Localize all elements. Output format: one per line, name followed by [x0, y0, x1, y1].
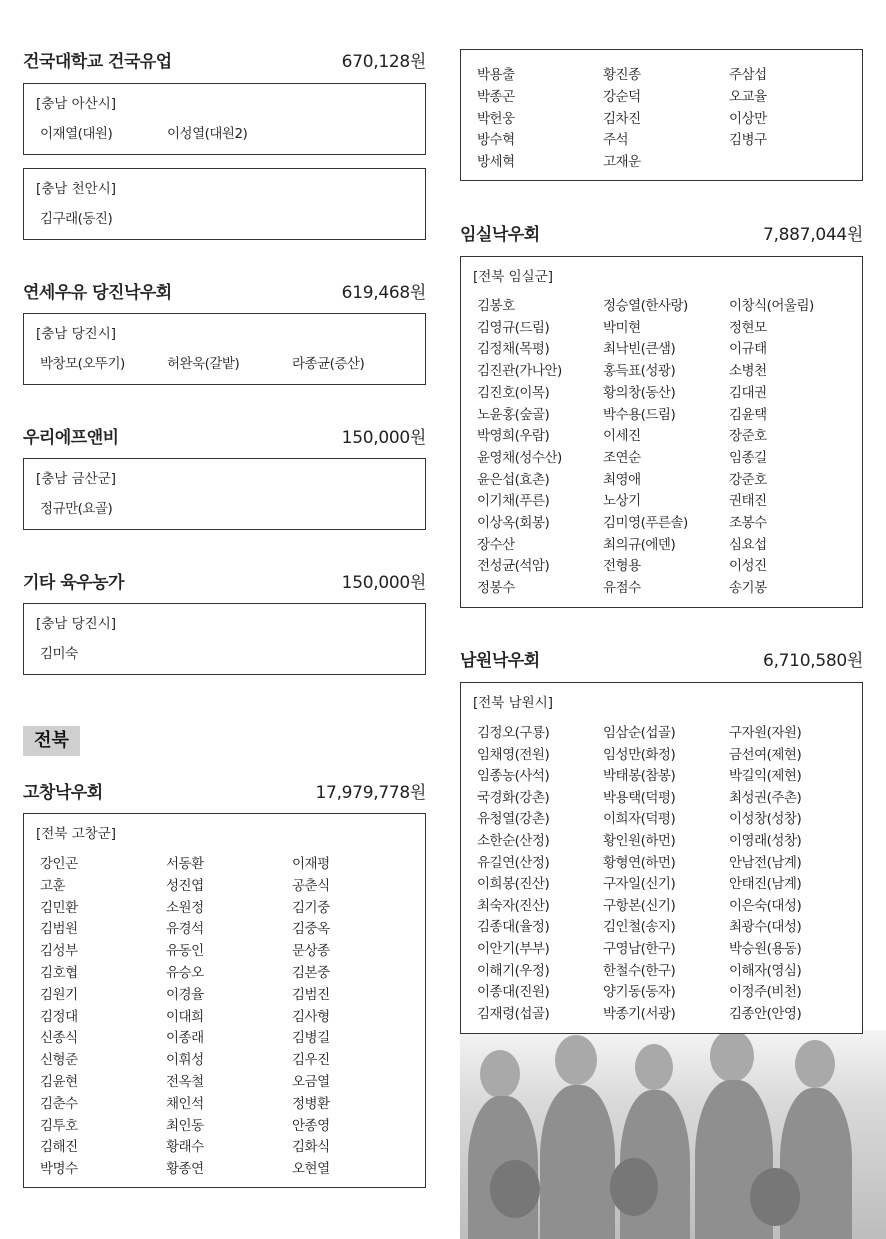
- province-badge: 전북: [23, 726, 80, 756]
- member-name: 주삼섭: [729, 67, 767, 83]
- member-name: 김중옥: [292, 921, 330, 938]
- member-name: 임채영(전원): [477, 746, 550, 763]
- member-name: 박종기(서광): [603, 1005, 676, 1022]
- region-box-imsil: [460, 256, 863, 608]
- section-amount: 7,887,044원: [763, 225, 863, 245]
- member-name: 박헌웅: [477, 110, 515, 127]
- member-name: 김호협: [40, 965, 78, 981]
- member-name: 장수산: [477, 536, 515, 553]
- member-name: 고훈: [40, 877, 66, 894]
- member-name: 윤영채(성수산): [477, 449, 562, 466]
- member-name: 오금열: [292, 1074, 330, 1090]
- member-name: 유점수: [603, 580, 641, 597]
- region-box-gochang: [23, 813, 426, 1188]
- section-header-gochang: [23, 778, 426, 804]
- member-name: 최숙자(진산): [477, 897, 550, 914]
- member-name: 김진호(이목): [477, 384, 550, 401]
- member-name: 김영규(드림): [477, 319, 550, 336]
- member-name: 이상옥(회봉): [477, 515, 550, 531]
- member-name: 김화식: [292, 1139, 330, 1156]
- member-name: 신형준: [40, 1052, 78, 1069]
- member-name: 김성부: [40, 943, 78, 960]
- member-name: 이성열(대원2): [167, 126, 248, 142]
- member-name: 박명수: [40, 1161, 78, 1178]
- member-name: 안남전(남계): [729, 854, 802, 871]
- region-label: [충남 천안시]: [36, 181, 117, 197]
- member-name: 이상만: [729, 110, 767, 127]
- section-amount: 619,468원: [341, 283, 426, 303]
- member-name: 최낙빈(큰샘): [603, 341, 676, 358]
- member-name: 이창식(어울림): [729, 298, 814, 314]
- section-amount: 17,979,778원: [315, 783, 426, 803]
- member-name: 안종영: [292, 1117, 330, 1134]
- section-amount: 670,128원: [341, 52, 426, 72]
- region-label: [충남 금산군]: [36, 471, 117, 487]
- background-crowd-photo: [460, 1030, 886, 1239]
- member-name: 강준호: [729, 471, 767, 488]
- member-name: 노상기: [603, 493, 641, 510]
- member-name: 김정채(목평): [477, 341, 550, 358]
- member-name: 한철수(한구): [603, 962, 676, 979]
- member-name: 주석: [603, 132, 629, 149]
- member-name: 김병구: [729, 132, 767, 149]
- member-name: 정규만(요골): [40, 501, 113, 517]
- member-name: 라종균(증산): [292, 356, 365, 372]
- member-name: 장준호: [729, 428, 767, 445]
- member-name: 이휘성: [166, 1052, 204, 1069]
- region-label: [충남 당진시]: [36, 326, 117, 342]
- member-name: 김재령(섭골): [477, 1005, 550, 1022]
- member-name: 성진엽: [166, 877, 204, 894]
- member-name: 이해자(영심): [729, 962, 802, 979]
- member-name: 김봉호: [477, 298, 515, 314]
- member-name: 김원기: [40, 986, 78, 1003]
- member-name: 오현열: [292, 1161, 330, 1178]
- section-title: 우리에프앤비: [23, 428, 119, 448]
- member-name: 소병천: [729, 363, 767, 380]
- member-name: 국경화(강촌): [477, 789, 550, 806]
- member-name: 김정대: [40, 1008, 78, 1025]
- member-name: 임삼순(섭골): [603, 725, 676, 741]
- member-name: 김차진: [603, 110, 641, 127]
- member-name: 정현모: [729, 319, 767, 336]
- member-name: 이재평: [292, 856, 330, 872]
- member-name: 이안기(부부): [477, 941, 550, 957]
- member-name: 신종식: [40, 1030, 78, 1047]
- section-header-etc: [23, 568, 426, 594]
- member-name: 유동인: [166, 943, 204, 960]
- member-name: 김기중: [292, 899, 330, 916]
- member-name: 김춘수: [40, 1095, 78, 1112]
- member-name: 황래수: [166, 1139, 204, 1156]
- member-name: 구영남(한구): [603, 941, 676, 957]
- section-title: 연세우유 당진낙우회: [23, 283, 172, 303]
- member-name: 김인철(송지): [603, 919, 676, 936]
- member-name: 최성권(주촌): [729, 789, 802, 806]
- member-name: 유청열(강촌): [477, 811, 550, 828]
- member-name: 이해기(우정): [477, 962, 550, 979]
- member-name: 조연순: [603, 449, 641, 466]
- section-header-imsil: [460, 220, 863, 246]
- member-name: 최영애: [603, 471, 641, 488]
- member-name: 박태봉(참봉): [603, 768, 676, 785]
- member-name: 강인곤: [40, 856, 78, 872]
- member-name: 구자원(자원): [729, 725, 802, 741]
- member-name: 박승원(용동): [729, 941, 802, 957]
- member-name: 방수혁: [477, 132, 515, 149]
- member-name: 채인석: [166, 1095, 204, 1112]
- member-name: 문상종: [292, 943, 330, 960]
- section-header-namwon: [460, 646, 863, 672]
- member-name: 김미영(푸른솔): [603, 515, 688, 531]
- member-name: 방세혁: [477, 154, 515, 171]
- member-name: 최의규(에덴): [603, 536, 676, 553]
- member-name: 허완욱(갈밭): [167, 356, 240, 372]
- member-name: 전옥철: [166, 1074, 204, 1090]
- member-name: 서동환: [166, 856, 204, 872]
- member-name: 노윤홍(숲골): [477, 406, 550, 423]
- member-name: 김민환: [40, 899, 78, 916]
- member-name: 김본중: [292, 965, 330, 981]
- member-name: 유승오: [166, 965, 204, 981]
- member-name: 소원정: [166, 899, 204, 916]
- member-name: 황종연: [166, 1161, 204, 1178]
- member-name: 강순덕: [603, 88, 641, 105]
- member-name: 유길연(산정): [477, 854, 550, 871]
- member-name: 김우진: [292, 1052, 330, 1069]
- member-name: 김병길: [292, 1030, 330, 1047]
- member-name: 고재운: [603, 154, 641, 171]
- member-name: 김구래(동진): [40, 211, 113, 227]
- section-header-woori: [23, 423, 426, 449]
- member-name: 공춘식: [292, 877, 330, 894]
- member-name: 임성만(화정): [603, 746, 676, 763]
- member-name: 양기동(동자): [603, 984, 676, 1001]
- member-name: 이종대(진원): [477, 984, 550, 1001]
- section-title: 남원낙우회: [460, 651, 540, 671]
- section-amount: 6,710,580원: [763, 651, 863, 671]
- member-name: 이규태: [729, 341, 767, 358]
- member-name: 최인동: [166, 1117, 204, 1134]
- section-title: 고창낙우회: [23, 783, 103, 803]
- member-name: 전성균(석암): [477, 558, 550, 575]
- member-name: 윤은섭(효촌): [477, 471, 550, 488]
- member-name: 구자일(신기): [603, 876, 676, 893]
- member-name: 박용출: [477, 67, 515, 83]
- region-label: [충남 당진시]: [36, 616, 117, 632]
- member-name: 김종대(율정): [477, 919, 550, 936]
- member-name: 이희자(덕평): [603, 811, 676, 828]
- member-name: 정승열(한사랑): [603, 298, 688, 314]
- region-box-geumsan: [23, 458, 426, 530]
- member-name: 김윤택: [729, 406, 767, 423]
- member-name: 심요섭: [729, 536, 767, 553]
- section-header-konkuk: [23, 47, 426, 73]
- region-label: [충남 아산시]: [36, 96, 117, 112]
- member-name: 구항본(신기): [603, 897, 676, 914]
- member-name: 최광수(대성): [729, 919, 802, 936]
- member-name: 이재열(대원): [40, 126, 113, 142]
- member-name: 김대권: [729, 384, 767, 401]
- member-name: 정봉수: [477, 580, 515, 597]
- member-name: 정병환: [292, 1095, 330, 1112]
- member-name: 박종곤: [477, 88, 515, 105]
- member-name: 김종안(안영): [729, 1005, 802, 1022]
- member-name: 이기채(푸른): [477, 493, 550, 510]
- region-box-dangjin-2: [23, 603, 426, 675]
- region-box-cheonan: [23, 168, 426, 240]
- member-name: 오교율: [729, 88, 767, 105]
- member-name: 박창모(오뚜기): [40, 356, 125, 372]
- member-name: 황형연(하먼): [603, 854, 676, 871]
- member-name: 박미현: [603, 319, 641, 336]
- member-name: 이경율: [166, 986, 204, 1003]
- member-name: 김투호: [40, 1117, 78, 1134]
- member-name: 김범진: [292, 986, 330, 1003]
- region-box-asan: [23, 83, 426, 155]
- member-name: 박길익(제현): [729, 768, 802, 785]
- section-amount: 150,000원: [341, 428, 426, 448]
- member-name: 이은숙(대성): [729, 897, 802, 914]
- member-name: 이영래(성창): [729, 833, 802, 849]
- member-name: 권태진: [729, 493, 767, 510]
- member-name: 박영희(우람): [477, 428, 550, 445]
- member-name: 소한순(산정): [477, 833, 550, 849]
- member-name: 유경석: [166, 921, 204, 938]
- member-name: 김범원: [40, 921, 78, 938]
- member-name: 황인원(하먼): [603, 833, 676, 849]
- member-name: 금선여(제현): [729, 746, 802, 763]
- continued-names-box: [460, 49, 863, 181]
- member-name: 김사형: [292, 1008, 330, 1025]
- member-name: 조봉수: [729, 515, 767, 531]
- region-box-dangjin: [23, 313, 426, 385]
- member-name: 전형용: [603, 558, 641, 575]
- region-label: [전북 남원시]: [473, 695, 554, 711]
- member-name: 임종길: [729, 449, 767, 466]
- member-name: 이세진: [603, 428, 641, 445]
- member-name: 박용택(덕평): [603, 789, 676, 806]
- region-label: [전북 고창군]: [36, 826, 117, 842]
- member-name: 김해진: [40, 1139, 78, 1156]
- member-name: 박수용(드림): [603, 406, 676, 423]
- region-label: [전북 임실군]: [473, 269, 554, 285]
- section-header-dangjin: [23, 278, 426, 304]
- region-box-namwon: [460, 682, 863, 1034]
- member-name: 이정주(비천): [729, 984, 802, 1001]
- member-name: 황의창(동산): [603, 384, 676, 401]
- member-name: 홍득표(성광): [603, 363, 676, 380]
- member-name: 김진관(가나안): [477, 363, 562, 380]
- member-name: 이대희: [166, 1008, 204, 1025]
- section-title: 건국대학교 건국유업: [23, 52, 172, 72]
- member-name: 이성창(성창): [729, 811, 802, 828]
- member-name: 이희봉(진산): [477, 876, 550, 893]
- member-name: 김윤현: [40, 1074, 78, 1090]
- member-name: 안태진(남계): [729, 876, 802, 893]
- member-name: 이성진: [729, 558, 767, 575]
- section-title: 기타 육우농가: [23, 573, 124, 593]
- member-name: 이종래: [166, 1030, 204, 1047]
- member-name: 김미숙: [40, 646, 78, 662]
- member-name: 황진종: [603, 67, 641, 83]
- member-name: 임종농(사석): [477, 768, 550, 785]
- section-title: 임실낙우회: [460, 225, 540, 245]
- section-amount: 150,000원: [341, 573, 426, 593]
- member-name: 송기봉: [729, 580, 767, 597]
- member-name: 김정오(구룡): [477, 725, 550, 741]
